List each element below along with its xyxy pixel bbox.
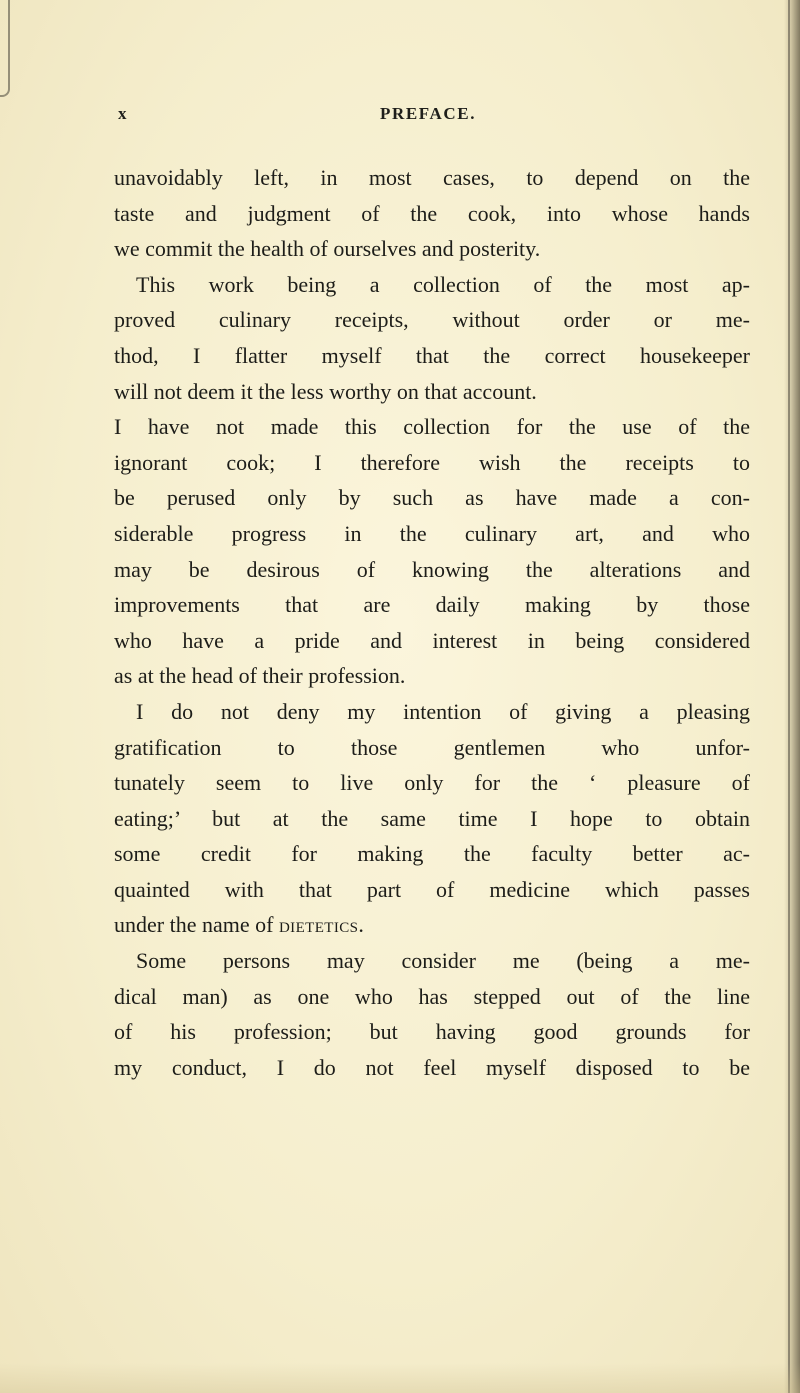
text-line: eating;’ but at the same time I hope to obtain	[114, 805, 750, 831]
page-gutter-shadow	[784, 0, 800, 1393]
text-line: unavoidably left, in most cases, to depend on the	[114, 165, 750, 190]
page-number: x	[118, 104, 128, 123]
text-line: improvements that are daily making by those	[114, 592, 750, 618]
text-line: who have a pride and interest in being considered	[114, 627, 750, 653]
text-line: tunately seem to live only for the ‘ pleasure of	[114, 770, 750, 796]
text-line: taste and judgment of the cook, into whose hands	[114, 200, 750, 226]
text-line: gratification to those gentlemen who unfor-	[114, 734, 750, 760]
text-line: some credit for making the faculty better ac-	[114, 841, 750, 867]
term-dietetics: dietetics.	[278, 912, 365, 938]
text-line: of his profession; but having good grounds for	[114, 1019, 750, 1045]
page-bottom-shadow	[0, 1363, 800, 1393]
preface-text	[114, 160, 750, 1085]
text-line: we commit the health of ourselves and posterity.	[114, 236, 541, 262]
text-line: I have not made this collection for the use of the	[114, 414, 750, 440]
text-line: may be desirous of knowing the alterations and	[114, 556, 750, 582]
text-line: ignorant cook; I therefore wish the receipts to	[114, 449, 750, 475]
text-line: This work being a collection of the most ap-	[136, 271, 750, 297]
page-header	[118, 104, 736, 134]
running-head: PREFACE.	[380, 104, 477, 123]
text-line: proved culinary receipts, without order or me-	[114, 307, 750, 333]
text-line: will not deem it the less worthy on that account.	[114, 378, 537, 404]
page-edge-mark	[0, 0, 10, 97]
page-binding-line	[788, 0, 790, 1393]
text-line: dical man) as one who has stepped out of the line	[114, 983, 750, 1009]
text-line: siderable progress in the culinary art, and who	[114, 520, 750, 546]
text-line	[114, 907, 750, 943]
text-line: my conduct, I do not feel myself disposed to be	[114, 1054, 750, 1080]
text-line: quainted with that part of medicine which passes	[114, 876, 750, 902]
text-line: be perused only by such as have made a con-	[114, 485, 750, 511]
text-fragment: under the name of	[114, 912, 274, 938]
text-line: I do not deny my intention of giving a pleasing	[136, 698, 750, 724]
text-line: Some persons may consider me (being a me-	[136, 948, 750, 974]
text-line: thod, I flatter myself that the correct housekeeper	[114, 342, 750, 368]
text-line: as at the head of their profession.	[114, 663, 406, 689]
